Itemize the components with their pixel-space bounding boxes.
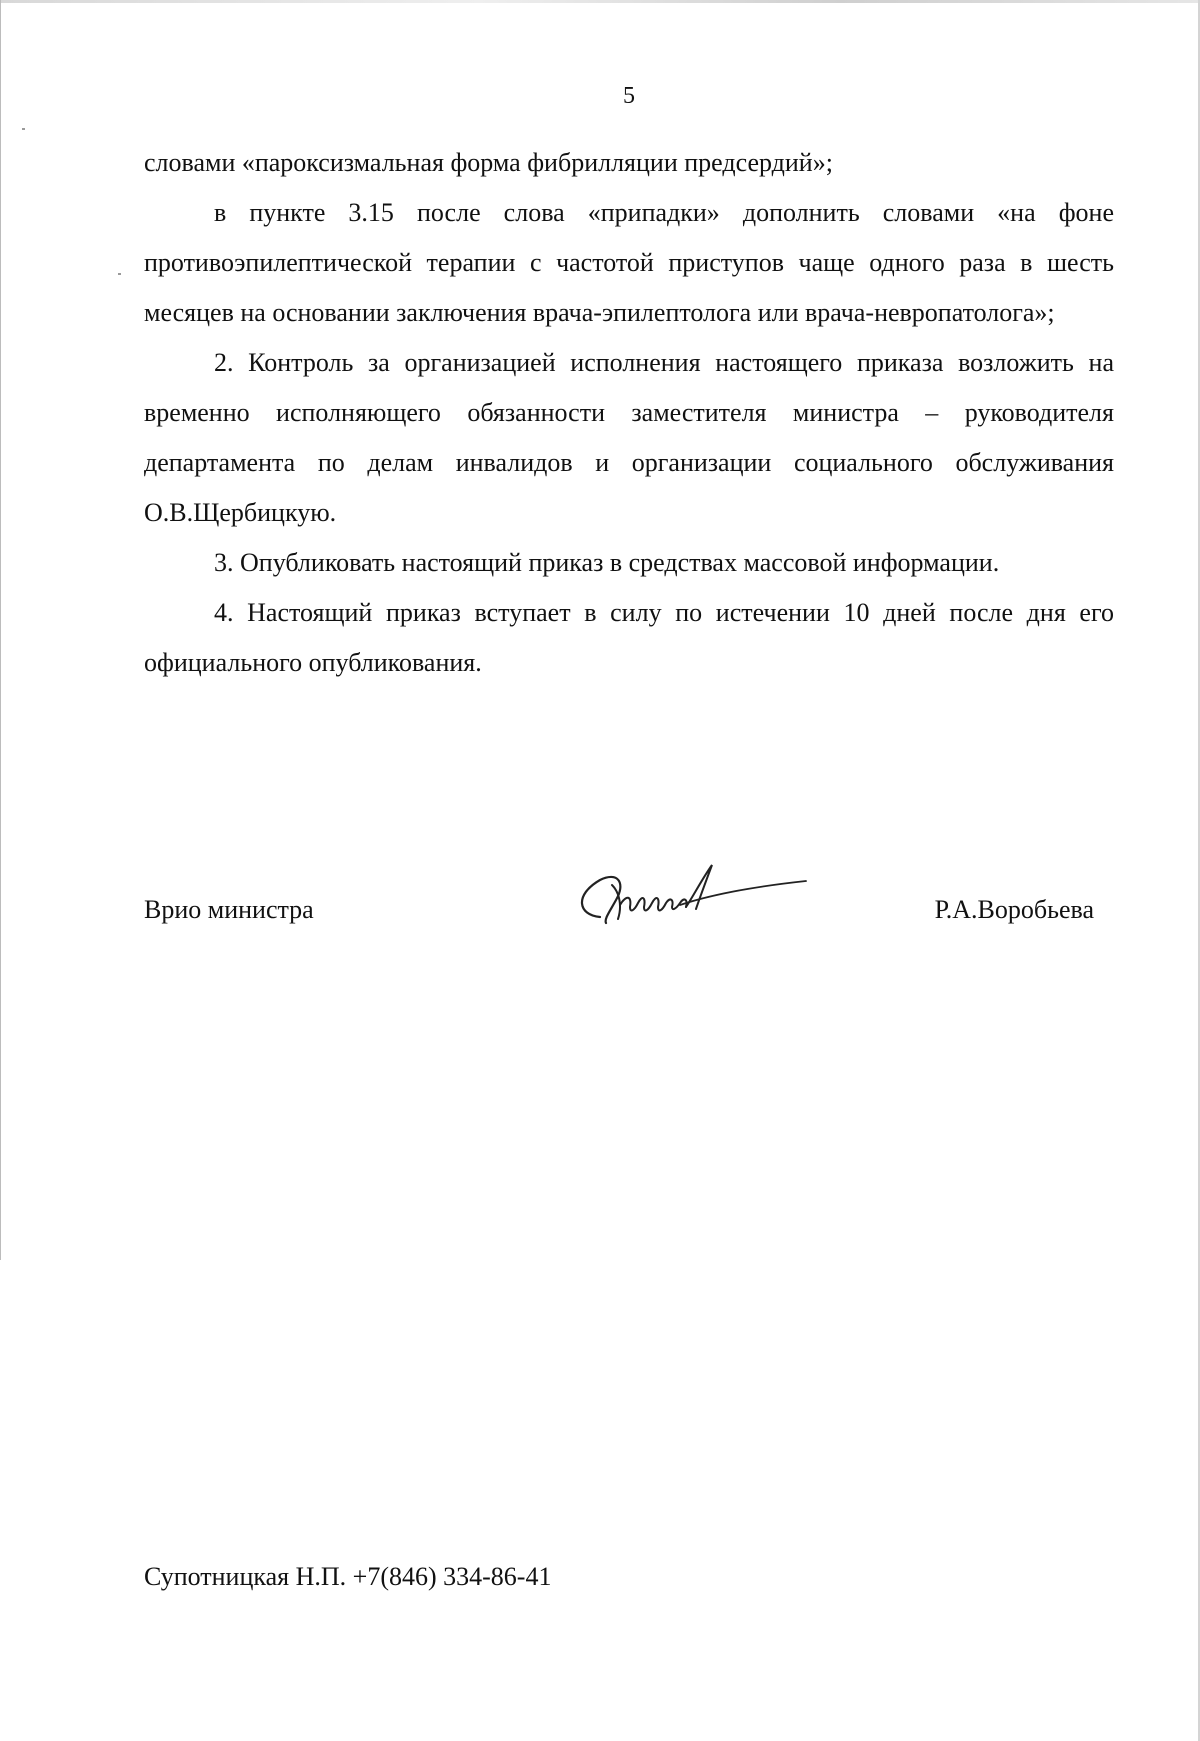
scan-top-edge xyxy=(0,0,1200,3)
paragraph-item-2: 2. Контроль за организацией исполнения настоящего приказа возложить на временно исполняющего обязанности заместителя министра – руководителя департамента по делам инвалидов и организации социального обслуживания О.В.Щербицкую. xyxy=(144,348,1114,527)
footer-contact: Супотницкая Н.П. +7(846) 334-86-41 xyxy=(144,1562,552,1591)
paragraph-item-4: 4. Настоящий приказ вступает в силу по истечении 10 дней после дня его официального опубликования. xyxy=(144,598,1114,677)
paragraph-continuation: словами «пароксизмальная форма фибрилляции предсердий»; xyxy=(144,148,833,177)
paragraph-item-3-15: в пункте 3.15 после слова «припадки» дополнить словами «на фоне противоэпилептической терапии с частотой приступов чаще одного раза в шесть месяцев на основании заключения врача-эпилептолога или врача-невропатолога»; xyxy=(144,198,1114,327)
scan-speck xyxy=(118,273,121,275)
signatory-name: Р.А.Воробьева xyxy=(934,895,1094,924)
handwritten-signature xyxy=(560,845,820,945)
scan-left-edge xyxy=(0,0,1,1260)
scan-speck xyxy=(22,128,25,130)
signature-block xyxy=(144,885,1094,965)
page-number: 5 xyxy=(623,83,635,109)
paragraph-item-3: 3. Опубликовать настоящий приказ в средствах массовой информации. xyxy=(214,548,1000,577)
signatory-position: Врио министра xyxy=(144,895,314,924)
document-body xyxy=(144,138,1114,688)
